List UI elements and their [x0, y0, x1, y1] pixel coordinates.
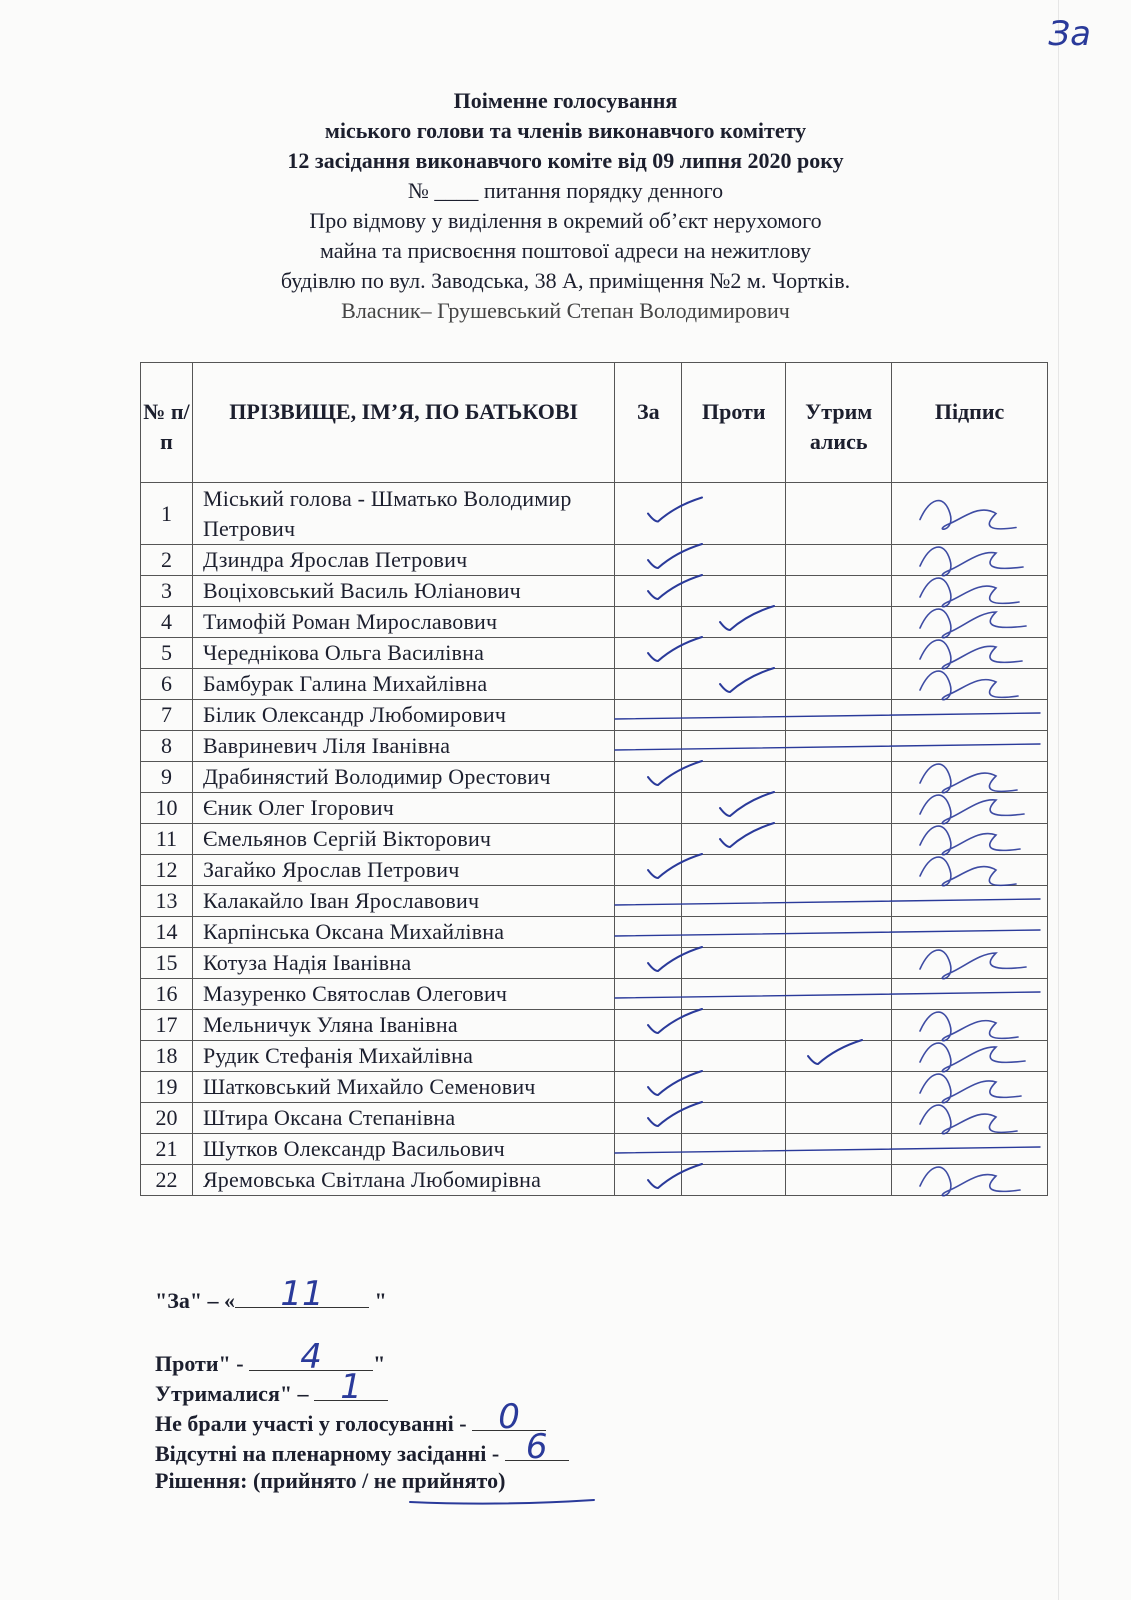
- summary-utrym-value: 1: [340, 1367, 362, 1407]
- member-name: Рудик Стефанія Михайлівна: [192, 1041, 614, 1072]
- header-num: № п/п: [141, 363, 193, 483]
- cell-proty: [682, 793, 786, 824]
- cell-utrym: [786, 886, 892, 917]
- cell-za: [615, 545, 682, 576]
- table-row: [141, 483, 1048, 545]
- row-number: 17: [141, 1010, 193, 1041]
- member-name: Яремовська Світлана Любомирівна: [192, 1165, 614, 1196]
- summary-za-value: 11: [280, 1274, 324, 1314]
- header-title: Поіменне голосування: [453, 88, 678, 113]
- table-header-row: [141, 363, 1048, 483]
- cell-signature: [892, 824, 1048, 855]
- cell-utrym: [786, 638, 892, 669]
- cell-proty: [682, 917, 786, 948]
- row-number: 5: [141, 638, 193, 669]
- summary-vidsutni-value: 6: [525, 1427, 548, 1467]
- vote-summary: [155, 1274, 569, 1496]
- cell-signature: [892, 607, 1048, 638]
- cell-za: [615, 1041, 682, 1072]
- cell-signature: [892, 1165, 1048, 1196]
- cell-za: [615, 731, 682, 762]
- member-name: Калакайло Іван Ярославович: [192, 886, 614, 917]
- summary-rishennia: Рішення: (прийнято / не прийнято): [155, 1468, 506, 1493]
- member-name: Загайко Ярослав Петрович: [192, 855, 614, 886]
- cell-za: [615, 762, 682, 793]
- cell-za: [615, 1010, 682, 1041]
- member-name: Ємельянов Сергій Вікторович: [192, 824, 614, 855]
- cell-za: [615, 1103, 682, 1134]
- cell-za: [615, 824, 682, 855]
- row-number: 22: [141, 1165, 193, 1196]
- cell-proty: [682, 762, 786, 793]
- header-topic-1: Про відмову у виділення в окремий об’єкт нерухомого: [309, 208, 822, 233]
- header-utrym: Утрим ались: [786, 363, 892, 483]
- table-row: [141, 1134, 1048, 1165]
- cell-utrym: [786, 483, 892, 545]
- cell-utrym: [786, 855, 892, 886]
- cell-utrym: [786, 700, 892, 731]
- cell-signature: [892, 576, 1048, 607]
- cell-utrym: [786, 1072, 892, 1103]
- cell-za: [615, 917, 682, 948]
- cell-utrym: [786, 979, 892, 1010]
- cell-signature: [892, 917, 1048, 948]
- header-agenda-item: № ____ питання порядку денного: [407, 178, 724, 203]
- cell-signature: [892, 1103, 1048, 1134]
- cell-za: [615, 793, 682, 824]
- cell-utrym: [786, 762, 892, 793]
- table-row: [141, 1072, 1048, 1103]
- row-number: 8: [141, 731, 193, 762]
- summary-za: "За" – « 11 ": [155, 1274, 387, 1314]
- cell-signature: [892, 1072, 1048, 1103]
- cell-signature: [892, 1041, 1048, 1072]
- cell-proty: [682, 1010, 786, 1041]
- member-name: Міський голова - Шматько Володимир Петрович: [192, 483, 614, 545]
- cell-proty: [682, 607, 786, 638]
- cell-proty: [682, 855, 786, 886]
- table-row: [141, 607, 1048, 638]
- cell-za: [615, 855, 682, 886]
- member-name: Бамбурак Галина Михайлівна: [192, 669, 614, 700]
- cell-utrym: [786, 824, 892, 855]
- cell-proty: [682, 948, 786, 979]
- table-row: [141, 824, 1048, 855]
- cell-utrym: [786, 576, 892, 607]
- cell-za: [615, 576, 682, 607]
- header-name: ПРІЗВИЩЕ, ІМ’Я, ПО БАТЬКОВІ: [192, 363, 614, 483]
- member-name: Білик Олександр Любомирович: [192, 700, 614, 731]
- cell-utrym: [786, 793, 892, 824]
- row-number: 19: [141, 1072, 193, 1103]
- table-row: [141, 576, 1048, 607]
- member-name: Дзиндра Ярослав Петрович: [192, 545, 614, 576]
- corner-handwritten-mark: Зa: [1048, 14, 1091, 54]
- row-number: 1: [141, 483, 193, 545]
- cell-za: [615, 638, 682, 669]
- member-name: Мазуренко Святослав Олегович: [192, 979, 614, 1010]
- cell-utrym: [786, 1103, 892, 1134]
- cell-proty: [682, 1103, 786, 1134]
- table-row: [141, 855, 1048, 886]
- row-number: 9: [141, 762, 193, 793]
- row-number: 3: [141, 576, 193, 607]
- cell-za: [615, 700, 682, 731]
- cell-proty: [682, 1072, 786, 1103]
- cell-utrym: [786, 1165, 892, 1196]
- row-number: 6: [141, 669, 193, 700]
- row-number: 7: [141, 700, 193, 731]
- cell-signature: [892, 793, 1048, 824]
- cell-za: [615, 607, 682, 638]
- cell-signature: [892, 979, 1048, 1010]
- cell-za: [615, 1072, 682, 1103]
- member-name: Шутков Олександр Васильович: [192, 1134, 614, 1165]
- member-name: Воціховський Василь Юліанович: [192, 576, 614, 607]
- member-name: Драбинястий Володимир Орестович: [192, 762, 614, 793]
- cell-proty: [682, 824, 786, 855]
- cell-utrym: [786, 948, 892, 979]
- cell-utrym: [786, 731, 892, 762]
- row-number: 21: [141, 1134, 193, 1165]
- header-meeting: 12 засідання виконавчого коміте від 09 липня 2020 року: [287, 148, 844, 173]
- table-row: [141, 1041, 1048, 1072]
- cell-proty: [682, 545, 786, 576]
- cell-proty: [682, 1134, 786, 1165]
- member-name: Череднікова Ольга Василівна: [192, 638, 614, 669]
- header-pidpys: Підпис: [892, 363, 1048, 483]
- table-row: [141, 979, 1048, 1010]
- header-topic-3: будівлю по вул. Заводська, 38 А, приміщення №2 м. Чортків.: [280, 268, 851, 293]
- member-name: Котуза Надія Іванівна: [192, 948, 614, 979]
- summary-ne-brali-value: 0: [498, 1397, 520, 1437]
- cell-utrym: [786, 917, 892, 948]
- cell-za: [615, 1134, 682, 1165]
- cell-utrym: [786, 1134, 892, 1165]
- member-name: Шатковський Михайло Семенович: [192, 1072, 614, 1103]
- cell-signature: [892, 638, 1048, 669]
- header-proty: Проти: [682, 363, 786, 483]
- table-body: [141, 483, 1048, 1196]
- cell-proty: [682, 483, 786, 545]
- cell-utrym: [786, 607, 892, 638]
- row-number: 16: [141, 979, 193, 1010]
- cell-signature: [892, 700, 1048, 731]
- row-number: 15: [141, 948, 193, 979]
- cell-utrym: [786, 545, 892, 576]
- cell-za: [615, 483, 682, 545]
- table-row: [141, 638, 1048, 669]
- cell-proty: [682, 1041, 786, 1072]
- table-row: [141, 948, 1048, 979]
- cell-utrym: [786, 1041, 892, 1072]
- table-row: [141, 669, 1048, 700]
- row-number: 10: [141, 793, 193, 824]
- cell-proty: [682, 638, 786, 669]
- row-number: 20: [141, 1103, 193, 1134]
- cell-utrym: [786, 1010, 892, 1041]
- row-number: 2: [141, 545, 193, 576]
- row-number: 11: [141, 824, 193, 855]
- cell-utrym: [786, 669, 892, 700]
- summary-proty: Проти" - 4 ": [155, 1337, 386, 1377]
- header-owner: Власник– Грушевський Степан Володимирович: [341, 298, 790, 323]
- table-row: [141, 545, 1048, 576]
- row-number: 12: [141, 855, 193, 886]
- cell-za: [615, 979, 682, 1010]
- document-header: [0, 86, 1131, 326]
- cell-proty: [682, 979, 786, 1010]
- cell-signature: [892, 855, 1048, 886]
- cell-signature: [892, 948, 1048, 979]
- row-number: 4: [141, 607, 193, 638]
- cell-proty: [682, 576, 786, 607]
- cell-signature: [892, 1010, 1048, 1041]
- voting-table: [140, 362, 1048, 1196]
- table-row: [141, 1103, 1048, 1134]
- table-row: [141, 793, 1048, 824]
- cell-signature: [892, 483, 1048, 545]
- cell-signature: [892, 886, 1048, 917]
- cell-za: [615, 1165, 682, 1196]
- summary-vidsutni: Відсутні на пленарному засіданні - 6: [155, 1436, 569, 1466]
- header-subtitle: міського голови та членів виконавчого комітету: [324, 118, 807, 143]
- member-name: Вавриневич Ліля Іванівна: [192, 731, 614, 762]
- table-row: [141, 700, 1048, 731]
- summary-proty-value: 4: [300, 1337, 322, 1377]
- table-row: [141, 917, 1048, 948]
- row-number: 18: [141, 1041, 193, 1072]
- cell-proty: [682, 700, 786, 731]
- row-number: 14: [141, 917, 193, 948]
- cell-proty: [682, 731, 786, 762]
- member-name: Мельничук Уляна Іванівна: [192, 1010, 614, 1041]
- cell-proty: [682, 886, 786, 917]
- cell-signature: [892, 1134, 1048, 1165]
- table-row: [141, 1165, 1048, 1196]
- cell-proty: [682, 1165, 786, 1196]
- cell-za: [615, 886, 682, 917]
- table-row: [141, 762, 1048, 793]
- decision-underline: [410, 1500, 594, 1504]
- header-za: За: [615, 363, 682, 483]
- cell-signature: [892, 545, 1048, 576]
- member-name: Карпінська Оксана Михайлівна: [192, 917, 614, 948]
- summary-utrym: Утрималися" – 1: [155, 1376, 569, 1406]
- member-name: Єник Олег Ігорович: [192, 793, 614, 824]
- cell-proty: [682, 669, 786, 700]
- cell-signature: [892, 731, 1048, 762]
- table-row: [141, 1010, 1048, 1041]
- row-number: 13: [141, 886, 193, 917]
- summary-ne-brali: Не брали участі у голосуванні - 0: [155, 1406, 569, 1436]
- member-name: Тимофій Роман Мирославович: [192, 607, 614, 638]
- table-row: [141, 731, 1048, 762]
- cell-signature: [892, 669, 1048, 700]
- header-topic-2: майна та присвоєння поштової адреси на нежитлову: [319, 238, 812, 263]
- cell-za: [615, 669, 682, 700]
- member-name: Штира Оксана Степанівна: [192, 1103, 614, 1134]
- table-row: [141, 886, 1048, 917]
- cell-za: [615, 948, 682, 979]
- cell-signature: [892, 762, 1048, 793]
